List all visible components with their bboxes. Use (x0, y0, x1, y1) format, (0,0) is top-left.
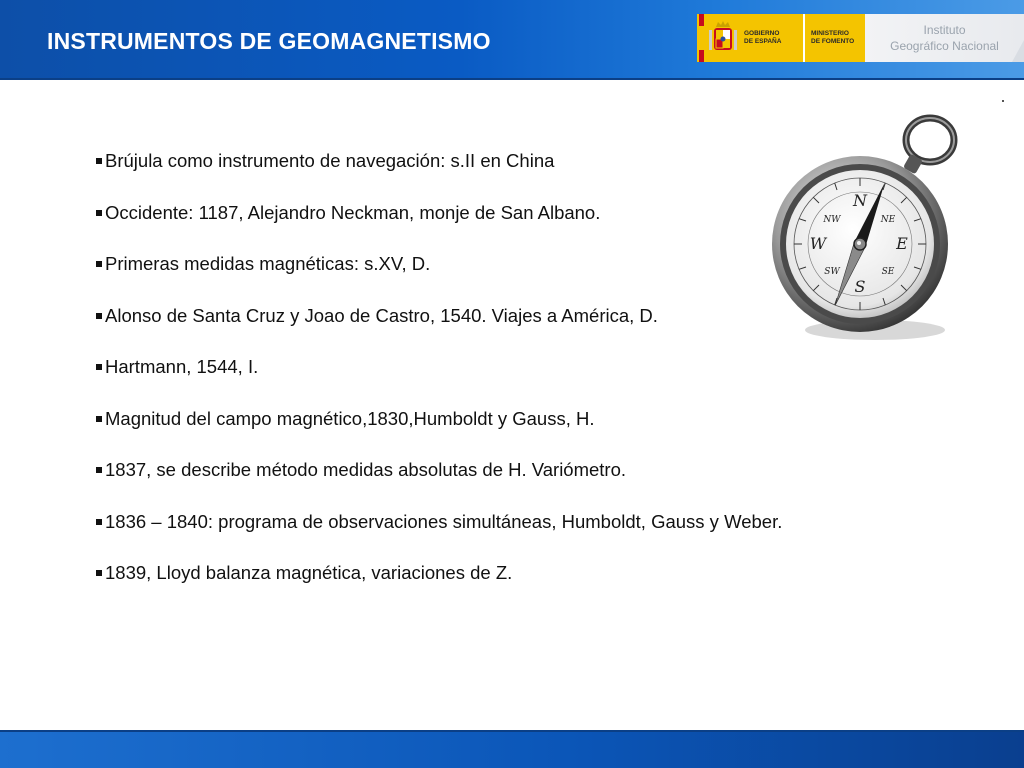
flag-stripe (699, 14, 704, 62)
list-item (96, 200, 782, 226)
list-item (96, 251, 782, 277)
compass-west-label: W (809, 234, 827, 253)
bullet-icon (96, 519, 102, 525)
list-item (96, 303, 782, 329)
ign-label-line1: Instituto (923, 23, 966, 37)
compass-south-label: S (854, 277, 866, 296)
bullet-text: 1837, se describe método medidas absolutas de H. Variómetro. (105, 459, 627, 480)
coat-of-arms-icon (708, 18, 738, 58)
ministerio-label: MINISTERIO DE FOMENTO (811, 30, 855, 45)
list-item (96, 406, 782, 432)
bullet-icon (96, 416, 102, 422)
bullet-icon (96, 570, 102, 576)
compass-icon (760, 108, 980, 348)
list-item (96, 509, 782, 535)
compass-se-label: SE (881, 267, 895, 277)
bullet-text: Alonso de Santa Cruz y Joao de Castro, 1540. Viajes a América, D. (105, 304, 658, 326)
compass-sw-label: SW (824, 267, 840, 277)
bullet-icon (96, 313, 102, 319)
bullet-list (96, 148, 782, 612)
bullet-icon (96, 261, 102, 267)
gobierno-label: GOBIERNO DE ESPAÑA (744, 30, 782, 45)
slide-title: INSTRUMENTOS DE GEOMAGNETISMO (47, 28, 491, 54)
ministerio-logo (805, 14, 865, 62)
list-item (96, 148, 782, 174)
ign-logo (865, 14, 1024, 62)
list-item (96, 354, 782, 380)
compass-ne-label: NE (880, 215, 896, 225)
bullet-text: Hartmann, 1544, I. (105, 356, 259, 377)
bullet-text: Magnitud del campo magnético,1830,Humboldt y Gauss, H. (105, 407, 595, 429)
bullet-icon (96, 210, 102, 216)
decorative-dot (1002, 100, 1004, 102)
bullet-icon (96, 364, 102, 370)
compass-north-label: N (853, 191, 867, 210)
gobierno-logo (697, 14, 805, 62)
footer-bar (0, 730, 1024, 768)
header-bar (0, 0, 1024, 80)
ign-label-line2: Geográfico Nacional (890, 39, 999, 53)
compass-nw-label: NW (823, 215, 841, 225)
ign-mark-icon (1012, 40, 1024, 62)
bullet-icon (96, 467, 102, 473)
institution-logos (697, 14, 1024, 62)
compass-east-label: E (896, 234, 908, 253)
bullet-text: Primeras medidas magnéticas: s.XV, D. (105, 253, 431, 274)
bullet-text: Occidente: 1187, Alejandro Neckman, monje de San Albano. (105, 201, 601, 223)
bullet-text: 1836 – 1840: programa de observaciones simultáneas, Humboldt, Gauss y Weber. (105, 510, 783, 532)
bullet-text: 1839, Lloyd balanza magnética, variaciones de Z. (105, 562, 513, 583)
list-item (96, 560, 782, 586)
bullet-icon (96, 158, 102, 164)
bullet-text: Brújula como instrumento de navegación: s.II en China (105, 150, 555, 171)
list-item (96, 457, 782, 483)
